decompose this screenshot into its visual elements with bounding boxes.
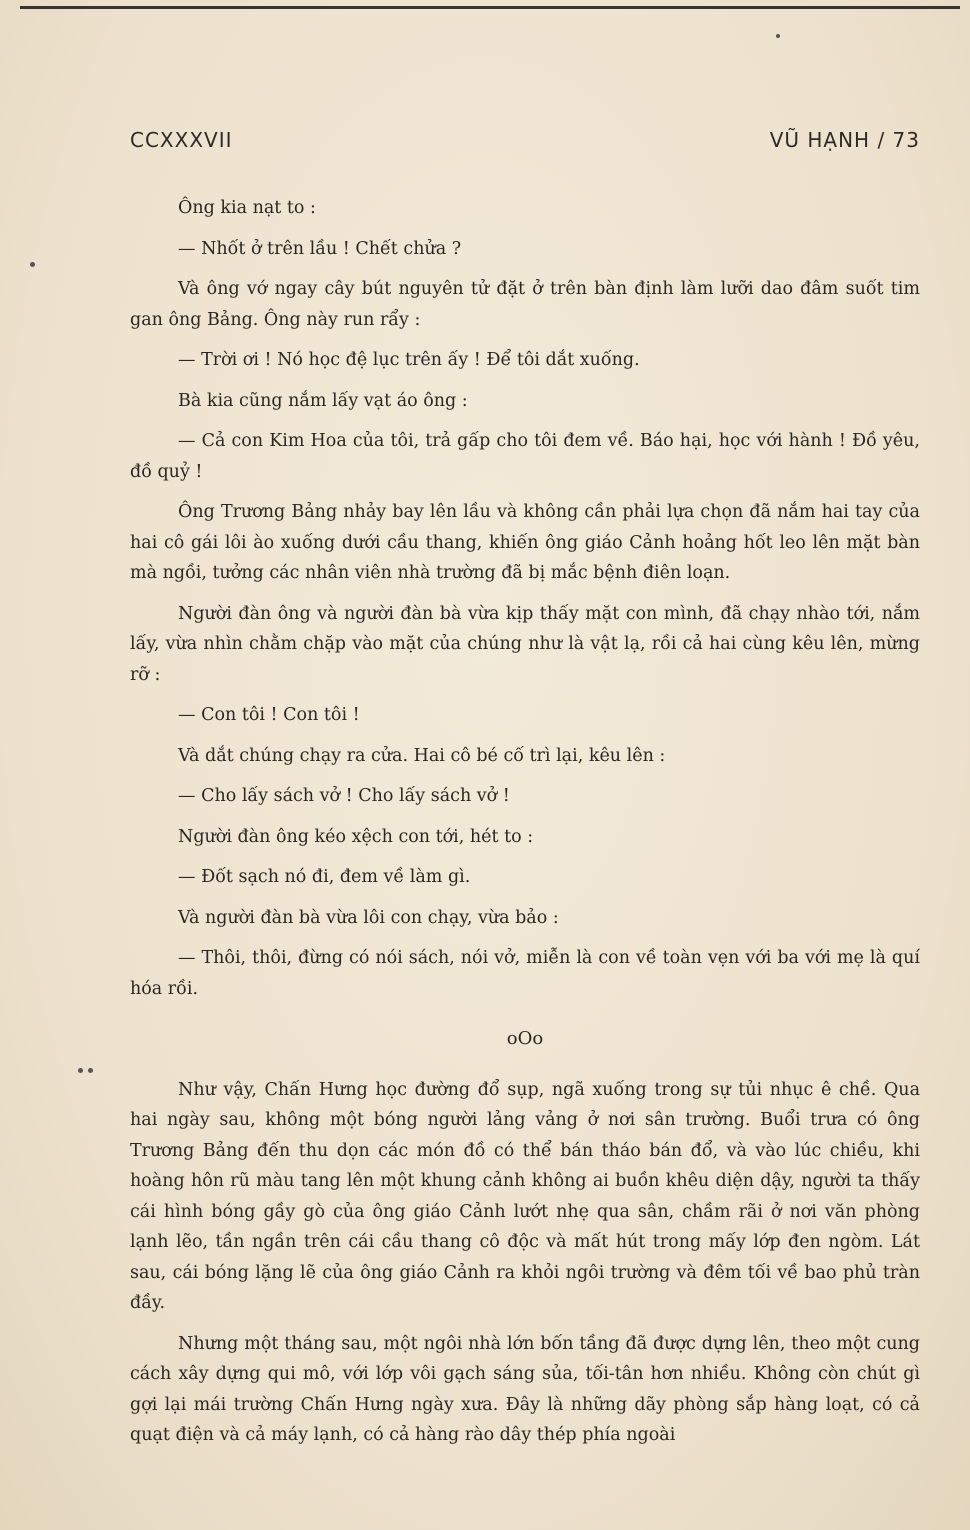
paragraph: Bà kia cũng nắm lấy vạt áo ông : bbox=[178, 390, 468, 411]
dialogue-line: — Nhốt ở trên lầu ! Chết chửa ? bbox=[178, 238, 462, 259]
paragraph: Ông Trương Bảng nhảy bay lên lầu và không cần phải lựa chọn đã nắm hai tay của hai cô gái lôi ào xuống dưới cầu thang, khiến ông giáo Cảnh hoảng hốt leo lên mặt bàn mà ngồi, tưởng các nhân viên nhà trường đã bị mắc bệnh điên loạn. bbox=[130, 502, 920, 583]
paragraph: Và người đàn bà vừa lôi con chạy, vừa bảo : bbox=[178, 907, 559, 928]
dialogue-line: — Con tôi ! Con tôi ! bbox=[178, 705, 360, 725]
top-edge-rule bbox=[20, 6, 960, 9]
paragraph: Người đàn ông và người đàn bà vừa kịp thấy mặt con mình, đã chạy nhào tới, nắm lấy, vừa nhìn chằm chặp vào mặt của chúng như là vật lạ, rồi cả hai cùng kêu lên, mừng rỡ : bbox=[130, 603, 920, 685]
paragraph: Người đàn ông kéo xệch con tới, hét to : bbox=[178, 826, 534, 847]
paragraph: Và ông vớ ngay cây bút nguyên tử đặt ở trên bàn định làm lưỡi dao đâm suốt tim gan ông Bảng. Ông này run rẩy : bbox=[130, 279, 920, 330]
page-body bbox=[130, 193, 920, 1461]
paragraph: Ông kia nạt to : bbox=[178, 198, 316, 218]
page-header bbox=[130, 128, 920, 162]
paper-speck bbox=[88, 1068, 93, 1073]
dialogue-line: — Cả con Kim Hoa của tôi, trả gấp cho tôi đem về. Báo hại, học với hành ! Đồ yêu, đồ quỷ ! bbox=[130, 431, 920, 482]
paper-speck bbox=[776, 34, 780, 38]
paragraph: Như vậy, Chấn Hưng học đường đổ sụp, ngã xuống trong sự tủi nhục ê chề. Qua hai ngày sau, không một bóng người lảng vảng ở nơi sân trường. Buổi trưa có ông Trương Bảng đến thu dọn các món đồ có thể bán tháo bán đổ, và vào lúc chiều, khi hoàng hôn rũ màu tang lên một khung cảnh không ai buồn khêu diện dậy, người ta thấy cái hình bóng gầy gò của ông giáo Cảnh lướt nhẹ qua sân, chầm rãi ở nơi văn phòng lạnh lẽo, tần ngần trên cái cầu thang cô độc và mất hút trong mấy lớp đen ngòm. Lát sau, cái bóng lặng lẽ của ông giáo Cảnh ra khỏi ngôi trường và đêm tối về bao phủ tràn đầy. bbox=[130, 1079, 920, 1313]
paragraph: Nhưng một tháng sau, một ngôi nhà lớn bốn tầng đã được dựng lên, theo một cung cách xây dựng qui mô, với lớp vôi gạch sáng sủa, tối-tân hơn nhiều. Không còn chút gì gợi lại mái trường Chấn Hưng ngày xưa. Đây là những dãy phòng sắp hàng loạt, có cả quạt điện và cả máy lạnh, có cả hàng rào dây thép phía ngoài bbox=[130, 1333, 920, 1445]
chapter-number: CCXXXVII bbox=[130, 128, 233, 152]
dialogue-line: — Thôi, thôi, đừng có nói sách, nói vở, miễn là con về toàn vẹn với ba với mẹ là quí hóa rồi. bbox=[130, 948, 920, 999]
paper-speck bbox=[30, 262, 35, 267]
dialogue-line: — Đốt sạch nó đi, đem về làm gì. bbox=[178, 867, 471, 887]
dialogue-line: — Trời ơi ! Nó học đệ lục trên ấy ! Để tôi dắt xuống. bbox=[178, 350, 640, 370]
paper-speck bbox=[78, 1068, 83, 1073]
author-and-page-number: VŨ HẠNH / 73 bbox=[769, 128, 920, 152]
paragraph: Và dắt chúng chạy ra cửa. Hai cô bé cố trì lại, kêu lên : bbox=[178, 745, 666, 766]
dialogue-line: — Cho lấy sách vở ! Cho lấy sách vở ! bbox=[178, 786, 510, 806]
section-separator: oOo bbox=[506, 1028, 544, 1049]
